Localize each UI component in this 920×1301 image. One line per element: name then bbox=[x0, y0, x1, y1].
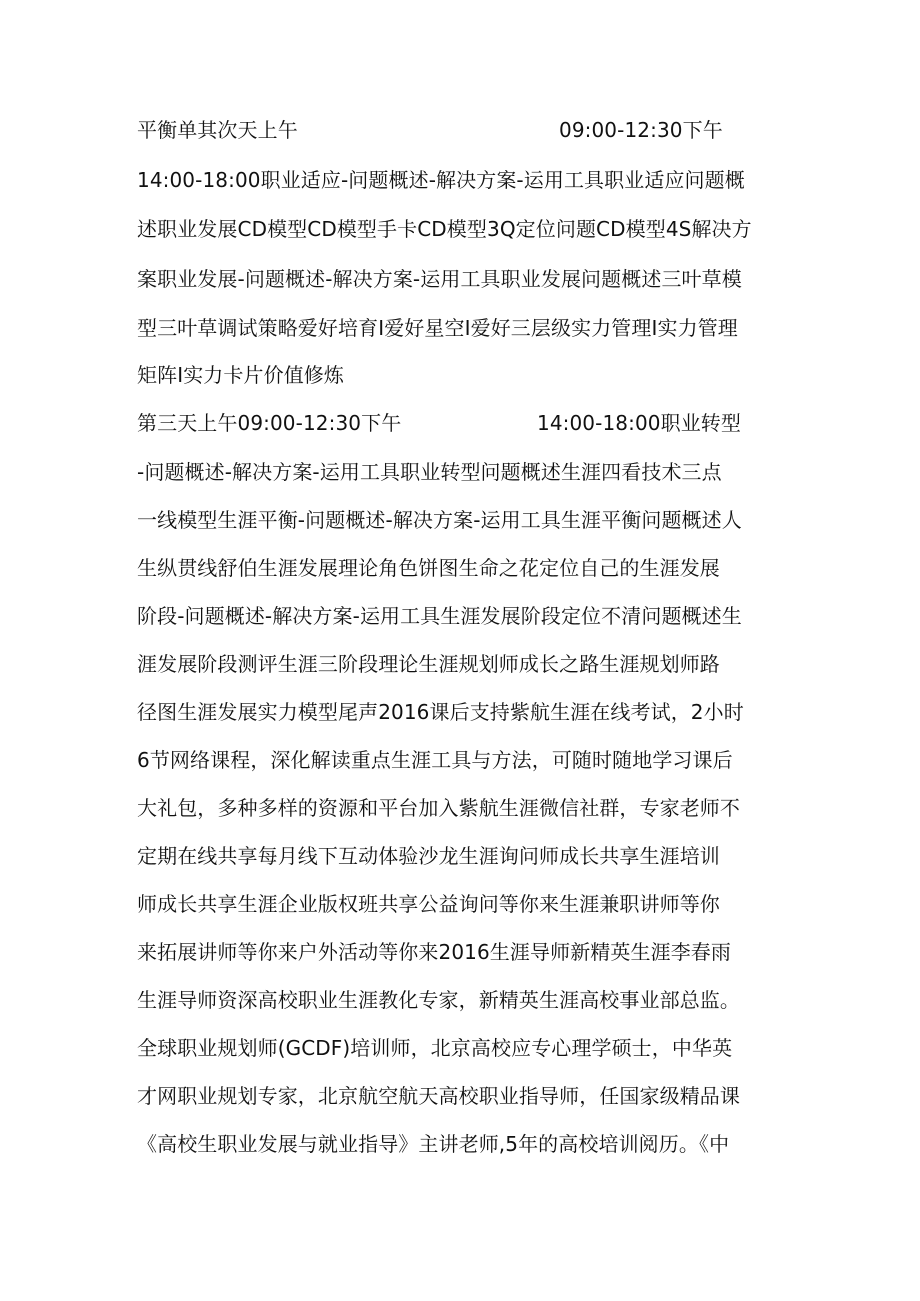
text-line-8: -问题概述-解决方案-运用工具职业转型问题概述生涯四看技术三点 bbox=[137, 460, 722, 484]
text-line-1-right: 09:00-12:30下午 bbox=[559, 118, 723, 142]
text-line-7 bbox=[137, 406, 797, 440]
text-line-9: 一线模型生涯平衡-问题概述-解决方案-运用工具生涯平衡问题概述人 bbox=[137, 508, 742, 532]
text-line-5: 型三叶草调试策略爱好培育I爱好星空I爱好三层级实力管理I实力管理 bbox=[137, 316, 738, 340]
text-line-3: 述职业发展CD模型CD模型手卡CD模型3Q定位问题CD模型4S解决方 bbox=[137, 217, 752, 241]
text-line-14: 6节网络课程，深化解读重点生涯工具与方法，可随时随地学习课后 bbox=[137, 748, 733, 772]
text-line-10: 生纵贯线舒伯生涯发展理论角色饼图生命之花定位自己的生涯发展 bbox=[137, 556, 720, 580]
text-line-1-left: 平衡单其次天上午 bbox=[137, 118, 298, 142]
text-line-17: 师成长共享生涯企业版权班共享公益询问等你来生涯兼职讲师等你 bbox=[137, 892, 720, 916]
text-line-7-left: 第三天上午09:00-12:30下午 bbox=[137, 411, 402, 435]
text-line-15: 大礼包，多种多样的资源和平台加入紫航生涯微信社群，专家老师不 bbox=[137, 796, 740, 820]
text-line-18: 来拓展讲师等你来户外活动等你来2016生涯导师新精英生涯李春雨 bbox=[137, 940, 731, 964]
text-line-13: 径图生涯发展实力模型尾声2016课后支持紫航生涯在线考试，2小时 bbox=[137, 700, 744, 724]
text-line-20: 全球职业规划师(GCDF)培训师，北京高校应专心理学硕士，中华英 bbox=[137, 1036, 733, 1060]
text-line-6: 矩阵I实力卡片价值修炼 bbox=[137, 363, 344, 387]
text-line-22: 《高校生职业发展与就业指导》主讲老师,5年的高校培训阅历。《中 bbox=[137, 1132, 730, 1156]
text-line-12: 涯发展阶段测评生涯三阶段理论生涯规划师成长之路生涯规划师路 bbox=[137, 652, 720, 676]
text-line-11: 阶段-问题概述-解决方案-运用工具生涯发展阶段定位不清问题概述生 bbox=[137, 604, 742, 628]
text-line-4: 案职业发展-问题概述-解决方案-运用工具职业发展问题概述三叶草模 bbox=[137, 267, 742, 291]
text-line-19: 生涯导师资深高校职业生涯教化专家，新精英生涯高校事业部总监。 bbox=[137, 988, 740, 1012]
text-line-1 bbox=[137, 113, 797, 147]
text-line-7-right: 14:00-18:00职业转型 bbox=[537, 411, 741, 435]
text-line-16: 定期在线共享每月线下互动体验沙龙生涯询问师成长共享生涯培训 bbox=[137, 844, 720, 868]
text-line-2: 14:00-18:00职业适应-问题概述-解决方案-运用工具职业适应问题概 bbox=[137, 168, 745, 192]
text-line-21: 才网职业规划专家，北京航空航天高校职业指导师，任国家级精品课 bbox=[137, 1084, 740, 1108]
